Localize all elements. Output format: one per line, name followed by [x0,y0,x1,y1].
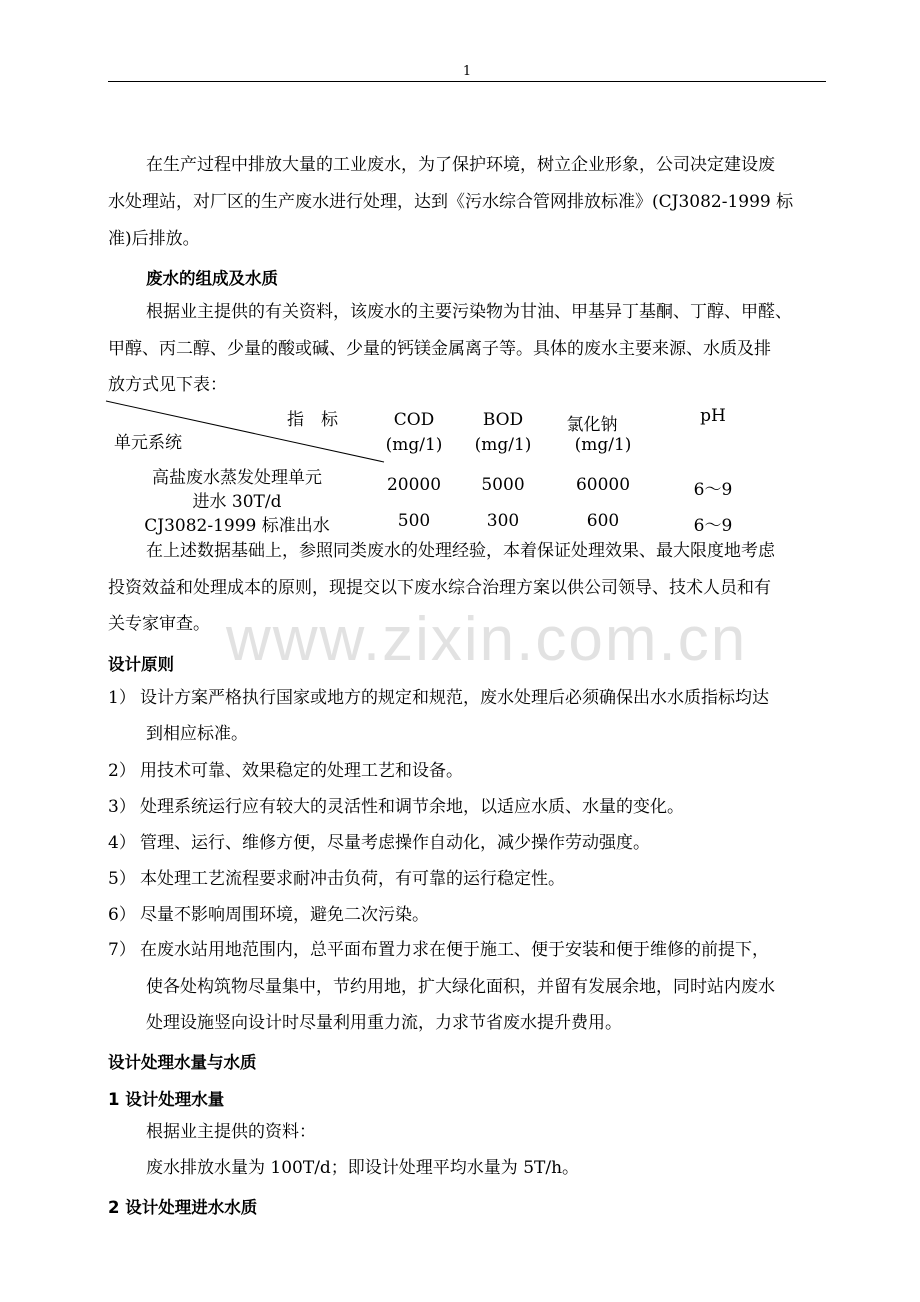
table-row-2-ph: 6～9 [693,516,733,536]
basis-line-1: 在上述数据基础上，参照同类废水的处理经验，本着保证处理效果、最大限度地考虑 [146,541,775,561]
table-col-cod-unit: (mg/1) [385,435,443,455]
principle-3-text: 处理系统运行应有较大的灵活性和调节余地，以适应水质、水量的变化。 [140,797,684,817]
composition-line-3: 放方式见下表： [108,375,227,395]
page-number: 1 [462,64,472,79]
basis-line-2: 投资效益和处理成本的原则，现提交以下废水综合治理方案以供公司领导、技术人员和有 [108,578,771,598]
table-col-cod: COD [393,410,435,430]
principle-1-text-cont: 到相应标准。 [146,724,248,744]
principle-4-text: 管理、运行、维修方便，尽量考虑操作自动化，减少操作劳动强度。 [140,833,650,853]
principle-2-text: 用技术可靠、效果稳定的处理工艺和设备。 [140,761,463,781]
principles-heading: 设计原则 [108,655,174,674]
table-row-2-label: CJ3082-1999 标准出水 [144,516,330,536]
design-sub1-heading: 1 设计处理水量 [108,1090,225,1109]
principle-1-text: 设计方案严格执行国家或地方的规定和规范，废水处理后必须确保出水水质指标均达 [140,688,769,708]
table-col-nacl-unit: (mg/1) [574,435,632,455]
design-sub2-heading: 2 设计处理进水水质 [108,1198,258,1217]
table-col-bod-unit: (mg/1) [474,435,532,455]
composition-line-1: 根据业主提供的有关资料，该废水的主要污染物为甘油、甲基异丁基酮、丁醇、甲醛、 [146,302,792,322]
intro-line-2: 水处理站，对厂区的生产废水进行处理，达到《污水综合管网排放标准》(CJ3082-1999 标 [108,192,794,212]
table-col-bod: BOD [482,410,524,430]
table-row-1-cod: 20000 [386,475,442,495]
table-row-1-nacl: 60000 [575,475,631,495]
principle-7-text-cont-2: 处理设施竖向设计时尽量利用重力流，力求节省废水提升费用。 [146,1013,622,1033]
table-row-2-bod: 300 [486,511,520,531]
principle-7-num: 7） [108,940,136,960]
table-col-ph: pH [700,406,726,426]
table-corner-top: 指 标 [287,410,338,430]
composition-heading: 废水的组成及水质 [146,269,278,288]
principle-7-text-cont-1: 使各处构筑物尽量集中，节约用地，扩大绿化面积，并留有发展余地，同时站内废水 [146,977,775,997]
principle-3-num: 3） [108,797,136,817]
intro-line-1: 在生产过程中排放大量的工业废水，为了保护环境，树立企业形象，公司决定建设废 [146,155,775,175]
table-row-1-label-2: 进水 30T/d [192,492,282,512]
composition-line-2: 甲醇、丙二醇、少量的酸或碱、少量的钙镁金属离子等。具体的废水主要来源、水质及排 [108,339,771,359]
design-sub1-line-2: 废水排放水量为 100T/d；即设计处理平均水量为 5T/h。 [146,1158,580,1178]
design-heading: 设计处理水量与水质 [108,1053,257,1072]
principle-7-text: 在废水站用地范围内，总平面布置力求在便于施工、便于安装和便于维修的前提下， [140,940,769,960]
design-sub1-line-1: 根据业主提供的资料： [146,1122,316,1142]
watermark: www.zixin.com.cn [226,605,748,674]
principle-1-num: 1） [108,688,136,708]
table-row-1-label-1: 高盐废水蒸发处理单元 [152,468,322,488]
principle-2-num: 2） [108,761,136,781]
principle-6-num: 6） [108,905,136,925]
principle-5-num: 5） [108,869,136,889]
table-col-nacl: 氯化钠 [566,415,618,435]
table-row-1-ph: 6～9 [693,480,733,500]
table-row-2-nacl: 600 [586,511,620,531]
principle-5-text: 本处理工艺流程要求耐冲击负荷，有可靠的运行稳定性。 [140,869,565,889]
principle-6-text: 尽量不影响周围环境，避免二次污染。 [140,905,429,925]
table-row-2-cod: 500 [397,511,431,531]
table-corner-bottom: 单元系统 [114,433,182,453]
intro-line-3: 准)后排放。 [108,229,200,249]
table-row-1-bod: 5000 [481,475,525,495]
basis-line-3: 关专家审查。 [108,614,210,634]
principle-4-num: 4） [108,833,136,853]
